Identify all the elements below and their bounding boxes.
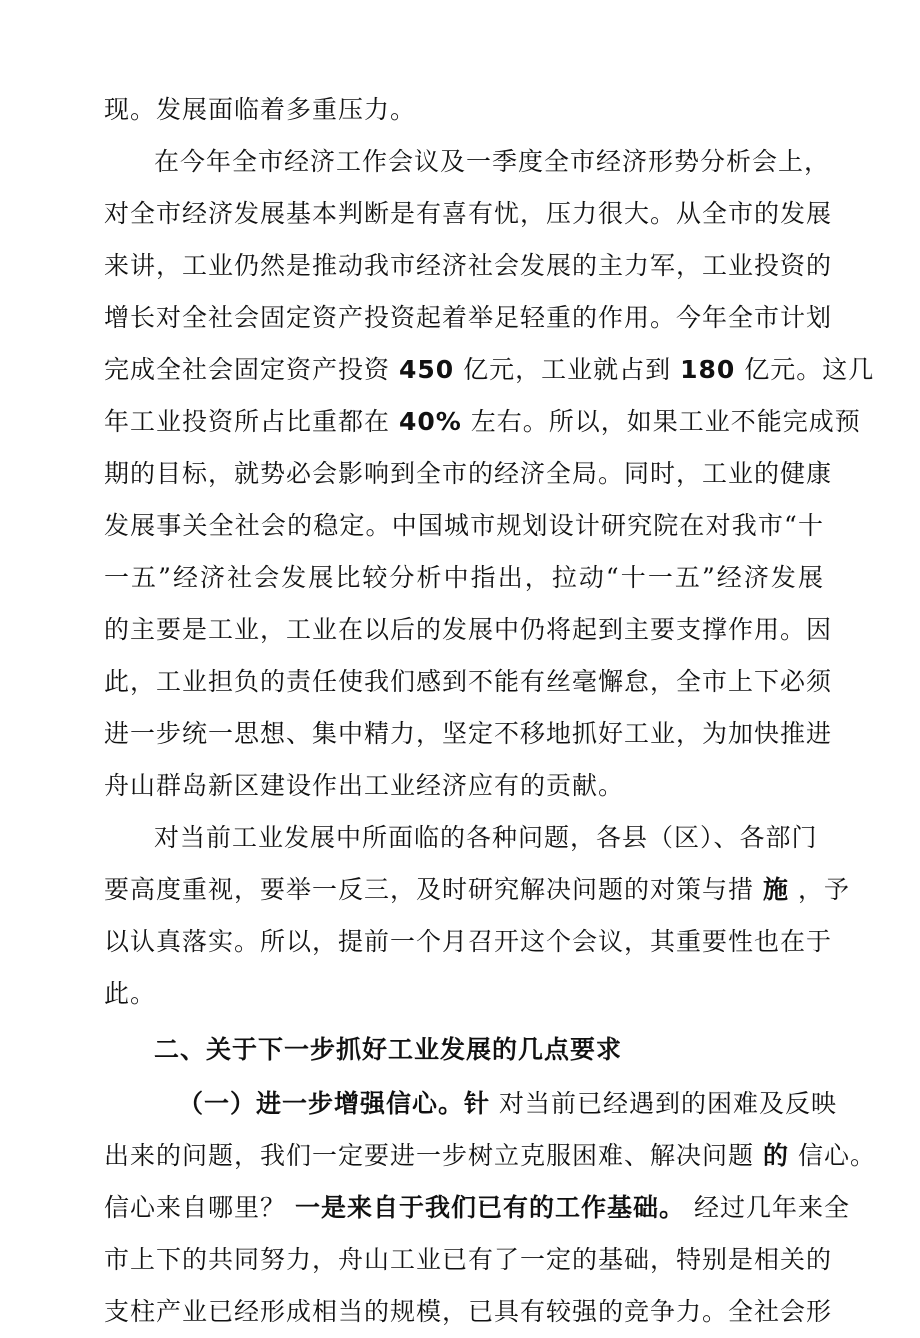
number-450: 450 — [398, 355, 455, 384]
paragraph-2-line-7: 期的目标，就势必会影响到全市的经济全局。同时，工业的健康 — [104, 459, 833, 488]
paragraph-4-line-5: 支柱产业已经形成相当的规模，已具有较强的竞争力。全社会形 — [104, 1297, 833, 1326]
paragraph-2-line-12: 进一步统一思想、集中精力，坚定不移地抓好工业，为加快推进 — [104, 719, 833, 748]
paragraph-2-line-11: 此，工业担负的责任使我们感到不能有丝毫懈怠，全市上下必须 — [104, 667, 833, 696]
bold-char: 施 — [762, 875, 789, 904]
bold-char: 的 — [762, 1141, 789, 1170]
paragraph-2-line-1: 在今年全市经济工作会议及一季度全市经济形势分析会上， — [154, 147, 831, 176]
text-segment: 出来的问题，我们一定要进一步树立克服困难、解决问题 — [104, 1141, 755, 1170]
paragraph-3-line-2 — [104, 864, 850, 916]
paragraph-2-line-13: 舟山群岛新区建设作出工业经济应有的贡献。 — [104, 771, 625, 800]
subsection-title: （一）进一步增强信心。针 — [178, 1089, 491, 1118]
paragraph-3-line-3: 以认真落实。所以，提前一个月召开这个会议，其重要性也在于 — [104, 927, 833, 956]
paragraph-2-line-4: 增长对全社会固定资产投资起着举足轻重的作用。今年全市计划 — [104, 303, 833, 332]
text-segment: 完成全社会固定资产投资 — [104, 355, 391, 384]
text-segment: 左右。所以，如果工业不能完成预 — [470, 407, 861, 436]
paragraph-1-end: 现。发展面临着多重压力。 — [104, 95, 417, 124]
text-segment: 亿元，工业就占到 — [463, 355, 672, 384]
number-180: 180 — [680, 355, 736, 384]
paragraph-2-line-10: 的主要是工业，工业在以后的发展中仍将起到主要支撑作用。因 — [104, 615, 833, 644]
paragraph-4-line-2 — [104, 1130, 876, 1182]
paragraph-2-line-9: 一五”经济社会发展比较分析中指出，拉动“十一五”经济发展 — [104, 563, 824, 592]
paragraph-2-line-5 — [104, 344, 875, 396]
paragraph-3-line-4: 此。 — [104, 979, 157, 1008]
text-segment: 经过几年来全 — [693, 1193, 850, 1222]
paragraph-4-line-3 — [104, 1182, 850, 1234]
percent-40: 40% — [398, 407, 462, 436]
text-segment: 信心来自哪里？ — [104, 1193, 287, 1222]
paragraph-4-line-4: 市上下的共同努力，舟山工业已有了一定的基础，特别是相关的 — [104, 1245, 833, 1274]
section-heading: 二、关于下一步抓好工业发展的几点要求 — [154, 1035, 623, 1064]
text-segment: ，予 — [797, 875, 850, 904]
text-segment: 要高度重视，要举一反三，及时研究解决问题的对策与措 — [104, 875, 755, 904]
paragraph-2-line-3: 来讲，工业仍然是推动我市经济社会发展的主力军，工业投资的 — [104, 251, 833, 280]
text-segment: 对当前已经遇到的困难及反映 — [498, 1089, 837, 1118]
paragraph-4-line-1 — [178, 1078, 837, 1130]
paragraph-2-line-6 — [104, 396, 861, 448]
text-segment: 信心。 — [797, 1141, 876, 1170]
paragraph-2-line-2: 对全市经济发展基本判断是有喜有忧，压力很大。从全市的发展 — [104, 199, 833, 228]
paragraph-2-line-8: 发展事关全社会的稳定。中国城市规划设计研究院在对我市“十 — [104, 511, 824, 540]
text-segment: 年工业投资所占比重都在 — [104, 407, 391, 436]
paragraph-3-line-1: 对当前工业发展中所面临的各种问题，各县（区）、各部门 — [154, 823, 818, 852]
text-segment: 亿元。这几 — [744, 355, 875, 384]
bold-phrase: 一是来自于我们已有的工作基础。 — [294, 1193, 685, 1222]
